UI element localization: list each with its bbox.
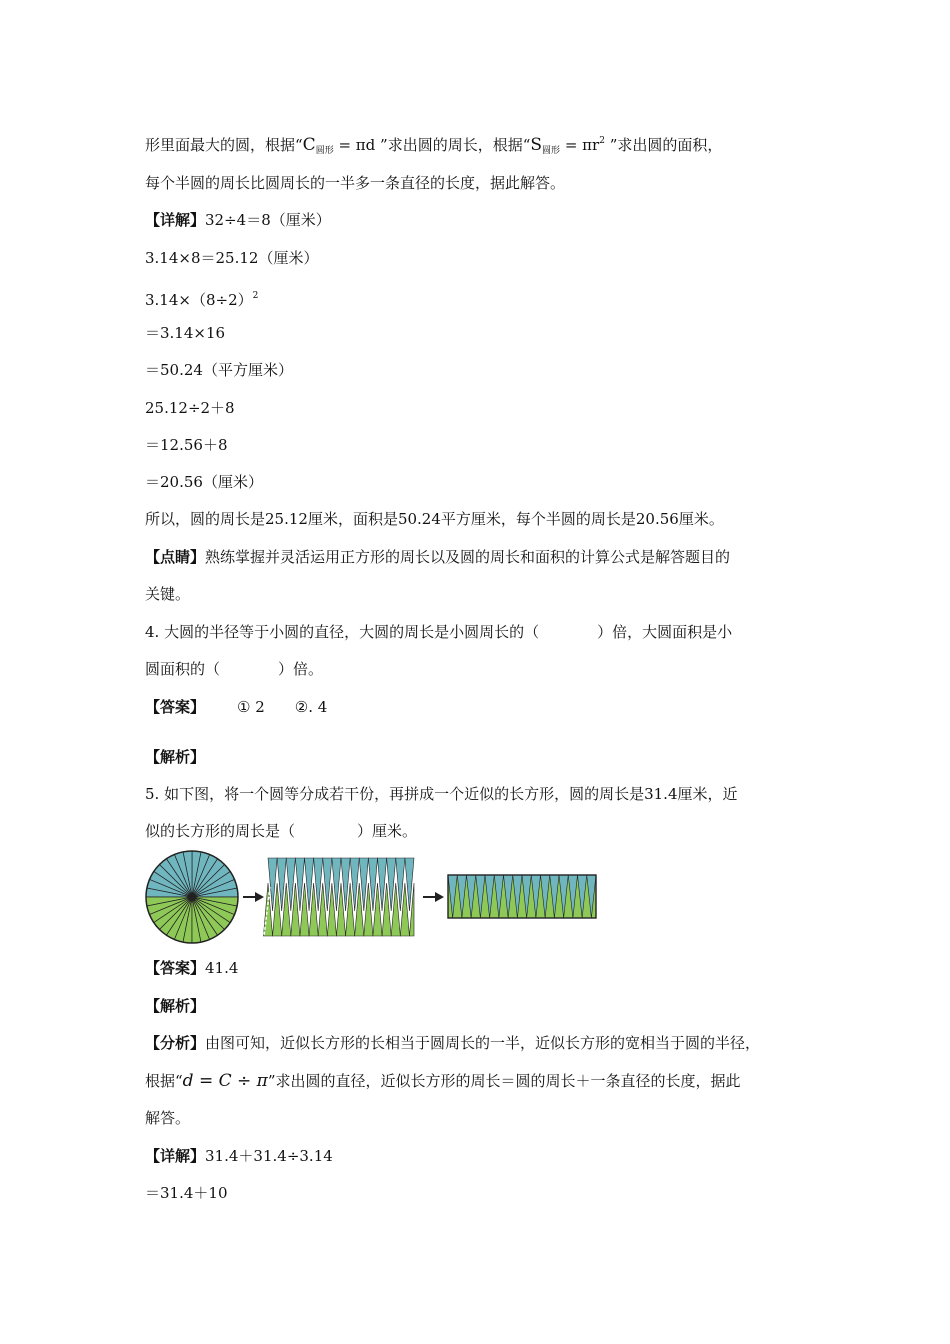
formula-subscript: 圆形 xyxy=(315,146,334,156)
question-4-line-1 xyxy=(145,622,732,642)
analysis-line-2 xyxy=(145,1071,741,1091)
text-line-1 xyxy=(145,131,722,161)
rectangle-fill xyxy=(448,875,596,918)
strip-top-triangle xyxy=(378,858,387,911)
circle-sector xyxy=(154,864,192,897)
strip-top-triangle xyxy=(323,858,332,911)
circle-sector xyxy=(192,859,225,897)
strip-cut-line xyxy=(264,887,270,936)
text-line-7: ＝50.24（平方厘米） xyxy=(145,361,293,379)
circle-sector xyxy=(192,897,201,943)
text-segment: 31.4＋31.4÷3.14 xyxy=(205,1147,333,1165)
strip-bottom-triangle xyxy=(273,883,282,936)
section-label: 【详解】 xyxy=(145,211,206,229)
rectangle-top-triangle xyxy=(550,875,559,918)
rectangle-top-triangle xyxy=(476,875,485,918)
strip-top-triangle xyxy=(332,858,341,911)
circle-sector xyxy=(192,852,210,897)
text-line-3 xyxy=(145,210,331,230)
text-line-8: 25.12÷2＋8 xyxy=(145,399,235,417)
text-line-4: 3.14×8＝25.12（厘米） xyxy=(145,249,319,267)
strip-bottom-triangle xyxy=(364,883,373,936)
strip-top-triangle xyxy=(277,858,286,911)
strip-top-triangle xyxy=(368,858,377,911)
circle-sector xyxy=(192,897,238,906)
text-segment: ）厘米。 xyxy=(357,822,418,840)
section-label: 【分析】 xyxy=(145,1034,206,1052)
circle-sector xyxy=(159,897,192,935)
strip-bottom-triangle xyxy=(309,883,318,936)
circle-sector xyxy=(150,871,192,897)
formula-diameter: d = C ÷ π xyxy=(182,1071,268,1091)
analysis-label-4 xyxy=(145,747,205,767)
text-line-11: 所以，圆的周长是25.12厘米，面积是50.24平方厘米，每个半圆的周长是20.56厘米。 xyxy=(145,510,724,528)
strip-top-triangle xyxy=(359,858,368,911)
rectangle-top-triangle xyxy=(559,875,568,918)
formula-c: C xyxy=(302,135,316,155)
strip-bottom-triangle xyxy=(409,883,414,936)
text-segment: ”求出圆的面积， xyxy=(604,136,723,154)
formula-eq: = πr xyxy=(560,136,600,154)
circle-sector xyxy=(192,897,230,930)
rectangle-outline xyxy=(448,875,596,918)
section-label: 【点睛】 xyxy=(145,548,206,566)
text-segment: 32÷4＝8（厘米） xyxy=(205,211,331,229)
answer-value: 41.4 xyxy=(205,959,239,977)
circle-sector xyxy=(154,897,192,930)
superscript: 2 xyxy=(252,291,259,301)
text-segment: 由图可知，近似长方形的长相当于圆周长的一半，近似长方形的宽相当于圆的半径， xyxy=(205,1034,761,1052)
text-segment: ）倍，大圆面积是小 xyxy=(597,623,733,641)
text-segment: 似的长方形的周长是（ xyxy=(145,822,296,840)
rectangle-top-triangle xyxy=(541,875,550,918)
circle-sector xyxy=(147,879,192,897)
answer-line-4 xyxy=(145,697,327,717)
circle-outline xyxy=(146,851,238,943)
circle-sector xyxy=(174,852,192,897)
circle-sector xyxy=(166,855,192,897)
strip-bottom-triangle xyxy=(318,883,327,936)
detail-line-2: ＝31.4＋10 xyxy=(145,1184,228,1202)
rectangle-top-triangle xyxy=(522,875,531,918)
text-line-12 xyxy=(145,547,730,567)
circle-sector xyxy=(192,897,237,915)
strip-bottom-triangle xyxy=(355,883,364,936)
circle-sector xyxy=(192,897,210,942)
question-5-line-2 xyxy=(145,821,417,841)
text-segment: 熟练掌握并灵活运用正方形的周长以及圆的周长和面积的计算公式是解答题目的 xyxy=(205,548,731,566)
question-5-line-1: 5. 如下图，将一个圆等分成若干份，再拼成一个近似的长方形，圆的周长是31.4厘米，近 xyxy=(145,785,738,803)
circle-sector xyxy=(192,851,201,897)
strip-top-triangle xyxy=(268,858,277,911)
rectangle-top-triangle xyxy=(531,875,540,918)
strip-bottom-triangle xyxy=(373,883,382,936)
rectangle-top-triangle xyxy=(568,875,577,918)
strip-bottom-triangle xyxy=(336,883,345,936)
text-line-13: 关键。 xyxy=(145,585,191,603)
section-label: 【详解】 xyxy=(145,1147,206,1165)
answer-2: ②. 4 xyxy=(294,698,328,716)
rectangle-top-triangle xyxy=(504,875,513,918)
text-line-2: 每个半圆的周长比圆周长的一半多一条直径的长度，据此解答。 xyxy=(145,174,566,192)
detail-line-1 xyxy=(145,1146,333,1166)
strip-top-triangle xyxy=(286,858,295,911)
analysis-line-1 xyxy=(145,1033,760,1053)
strip-top-triangle xyxy=(350,858,359,911)
answer-1: ① 2 xyxy=(237,698,265,716)
rectangle-top-triangle xyxy=(485,875,494,918)
circle-sector xyxy=(192,897,225,935)
section-label: 【解析】 xyxy=(145,748,206,766)
formula-superscript: 2 xyxy=(599,136,605,146)
strip-bottom-triangle xyxy=(300,883,309,936)
circle-sector xyxy=(146,897,192,906)
section-label: 【解析】 xyxy=(145,997,206,1015)
analysis-line-3: 解答。 xyxy=(145,1109,191,1127)
strip-bottom-triangle xyxy=(391,883,400,936)
strip-bottom-triangle xyxy=(400,883,409,936)
strip-bottom-triangle xyxy=(263,883,272,936)
arrow-1-head xyxy=(255,892,264,902)
arrow-2-head xyxy=(435,892,444,902)
circle-sector xyxy=(192,864,230,897)
circle-sector xyxy=(150,897,192,923)
text-segment: ”求出圆的直径，近似长方形的周长＝圆的周长＋一条直径的长度，据此 xyxy=(267,1072,741,1090)
question-4-line-2 xyxy=(145,659,323,679)
text-segment: 3.14×（8÷2） xyxy=(145,291,253,309)
section-label: 【答案】 xyxy=(145,959,206,977)
strip-top-triangle xyxy=(387,858,396,911)
circle-sector xyxy=(192,888,238,897)
text-segment: 4. 大圆的半径等于小圆的直径，大圆的周长是小圆周长的（ xyxy=(145,623,540,641)
strip-top-triangle xyxy=(405,858,414,911)
answer-line-5 xyxy=(145,958,238,978)
analysis-label-5 xyxy=(145,996,205,1016)
circle-sector xyxy=(183,897,192,943)
circle-sector xyxy=(192,855,218,897)
circle-sector xyxy=(146,888,192,897)
circle-sector xyxy=(192,897,218,939)
text-segment: ）倍。 xyxy=(278,660,324,678)
rectangle-top-triangle xyxy=(467,875,476,918)
strip-bottom-triangle xyxy=(282,883,291,936)
circle-sector xyxy=(192,879,237,897)
circle-sector xyxy=(192,871,234,897)
text-segment: 形里面最大的圆，根据“ xyxy=(145,136,303,154)
text-segment: ”求出圆的周长，根据“ xyxy=(380,136,531,154)
text-segment: 圆面积的（ xyxy=(145,660,221,678)
circle-sector xyxy=(174,897,192,942)
rectangle-top-triangle xyxy=(494,875,503,918)
strip-top-triangle xyxy=(396,858,405,911)
text-segment: 根据“ xyxy=(145,1072,183,1090)
circle-sector xyxy=(183,851,192,897)
circle-sector xyxy=(159,859,192,897)
rectangle-top-triangle xyxy=(513,875,522,918)
formula-s: S xyxy=(530,135,543,155)
strip-bottom-triangle xyxy=(346,883,355,936)
formula-eq: = πd xyxy=(333,136,381,154)
strip-top-triangle xyxy=(305,858,314,911)
strip-bottom-triangle xyxy=(382,883,391,936)
text-line-10: ＝20.56（厘米） xyxy=(145,473,263,491)
strip-top-triangle xyxy=(314,858,323,911)
circle-sector xyxy=(166,897,192,939)
text-line-9: ＝12.56＋8 xyxy=(145,436,228,454)
strip-top-triangle xyxy=(295,858,304,911)
strip-bottom-triangle xyxy=(291,883,300,936)
section-label: 【答案】 xyxy=(145,698,206,716)
rectangle-top-triangle xyxy=(587,875,596,918)
rectangle-top-triangle xyxy=(448,875,457,918)
text-line-5 xyxy=(145,286,258,310)
circle-sector xyxy=(147,897,192,915)
strip-bottom-triangle xyxy=(327,883,336,936)
rectangle-top-triangle xyxy=(578,875,587,918)
circle-sector xyxy=(192,897,234,923)
strip-top-triangle xyxy=(341,858,350,911)
text-line-6: ＝3.14×16 xyxy=(145,324,226,342)
formula-subscript: 圆形 xyxy=(542,146,561,156)
rectangle-top-triangle xyxy=(457,875,466,918)
